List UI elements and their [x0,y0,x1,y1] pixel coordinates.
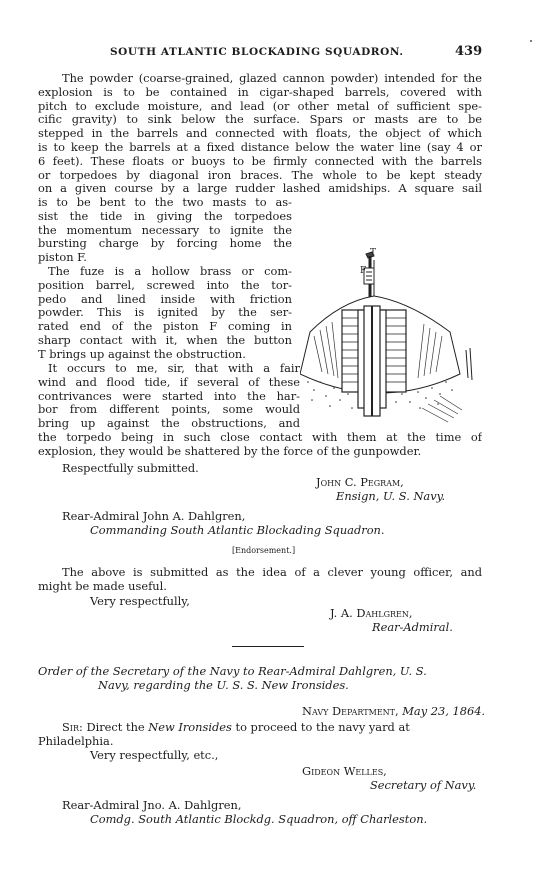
addressee-dahlgren-2: Rear-Admiral Jno. A. Dahlgren, [62,798,242,812]
text-line: on a given course by a large rudder lashed amidships. A square sail [38,182,482,196]
signature-dahlgren-title: Rear-Admiral. [372,620,453,634]
text-line: is to keep the barrels at a fixed distance below the water line (say 4 or [38,140,482,154]
margin-speck [530,40,532,42]
order-body-line2: Philadelphia. [38,734,114,748]
salutation: Sir: [62,720,83,734]
text-line: contrivances were started into the har- [38,389,300,403]
addressee-dahlgren: Rear-Admiral John A. Dahlgren, [62,509,246,523]
text-line: bring up against the obstructions, and [38,417,300,431]
text-line: sist the tide in giving the torpedoes [38,209,292,223]
signature-welles: Gideon Welles, [302,764,387,778]
endorsement-label: [Endorsement.] [232,546,296,555]
dateline-dept: Navy Department, [302,704,399,718]
figure-label-t: T [370,248,377,258]
text-line: explosion, they would be shattered by the force of the gunpowder. [38,444,422,458]
text-line: explosion is to be contained in cigar-shaped barrels, covered with [38,85,482,99]
order-text: to proceed to the navy yard at [235,720,410,734]
text-line: rated end of the piston F coming in [38,320,292,334]
addressee-dahlgren-title: Commanding South Atlantic Blockading Squadron. [90,523,385,537]
closing-very-respectfully-etc: Very respectfully, etc., [90,748,219,762]
section-divider [232,646,304,647]
dateline [302,704,485,718]
paragraph-sail [38,196,292,265]
text-line: wind and flood tide, if several of these [38,375,300,389]
torpedo-fuze-illustration [300,232,494,430]
text-line: The above is submitted as the idea of a clever young officer, and [62,566,482,579]
signature-welles-title: Secretary of Navy. [370,778,477,792]
text-line: the momentum necessary to ignite the [38,223,292,237]
running-header: SOUTH ATLANTIC BLOCKADING SQUADRON. [110,46,404,58]
order-heading-line1: Order of the Secretary of the Navy to Rear-Admiral Dahlgren, U. S. [38,664,427,678]
page-number: 439 [455,44,483,59]
ship-name: New Ironsides [148,720,232,734]
text-line: bursting charge by forcing home the [38,237,292,251]
text-line: T brings up against the obstruction. [38,347,246,361]
text-line: The fuze is a hollow brass or com- [48,265,292,278]
paragraph-suggestion-cont [38,431,482,459]
text-line: is to be bent to the two masts to as- [38,196,292,209]
paragraph-fuze [38,265,292,362]
text-line: bor from different points, some would [38,403,300,417]
text-line: stepped in the barrels and connected with floats, the object of which [38,127,482,141]
addressee-dahlgren-2-title: Comdg. South Atlantic Blockdg. Squadron, off Charleston. [90,812,428,826]
text-line: powder. This is ignited by the ser- [38,306,292,320]
text-line: the torpedo being in such close contact with them at the time of [38,431,482,444]
order-text: Direct the [86,720,145,734]
signature-pegram: John C. Pegram, [316,475,404,489]
dateline-date: May 23, 1864. [402,704,486,718]
text-line: position barrel, screwed into the tor- [38,278,292,292]
signature-dahlgren: J. A. Dahlgren, [330,606,413,620]
figure-label-f: F [360,266,367,276]
text-line: 6 feet). These floats or buoys to be firmly connected with the barrels [38,154,482,168]
paragraph-suggestion [38,362,300,431]
order-body-line1 [62,720,482,734]
paragraph-endorsement [38,566,482,594]
text-line: might be made useful. [38,579,167,593]
order-heading-line2: Navy, regarding the U. S. S. New Ironsides. [98,678,349,692]
text-line: pitch to exclude moisture, and lead (or other metal of sufficient spe- [38,99,482,113]
text-line: sharp contact with it, when the button [38,333,292,347]
signature-pegram-title: Ensign, U. S. Navy. [336,489,446,503]
text-line: cific gravity) to sink below the surface. Spars or masts are to be [38,113,482,127]
text-line: piston F. [38,251,87,265]
text-line: It occurs to me, sir, that with a fair [48,362,300,375]
paragraph-powder [38,72,482,196]
text-line: The powder (coarse-grained, glazed cannon powder) intended for the [62,72,482,85]
text-line: or torpedoes by diagonal iron braces. The whole to be kept steady [38,168,482,182]
text-line: pedo and lined inside with friction [38,292,292,306]
closing-very-respectfully: Very respectfully, [90,594,190,608]
closing-respectfully: Respectfully submitted. [62,461,199,475]
